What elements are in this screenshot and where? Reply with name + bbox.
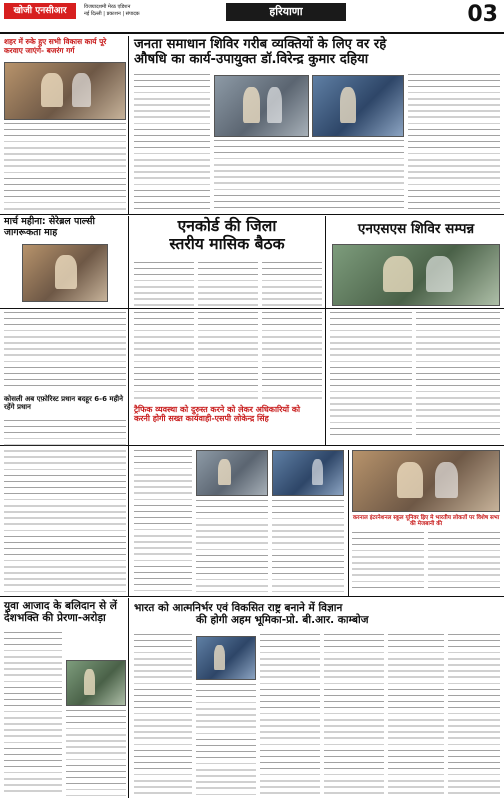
article-photo <box>332 244 500 306</box>
photo-figure <box>397 462 423 498</box>
article-headline: एनकोर्ड की जिला <box>177 217 277 235</box>
article-body <box>260 634 320 796</box>
article-headline: ट्रैफिक व्यवस्था को दुरुस्त करने को लेकर अधिकारियों को <box>134 405 301 414</box>
section-title: हरियाणा <box>226 3 346 21</box>
article-photo <box>4 62 126 120</box>
article-body <box>66 710 126 796</box>
article-headline: स्तरीय मासिक बैठक <box>169 234 285 253</box>
column-rule <box>348 450 349 596</box>
article-photo <box>312 75 404 137</box>
article-photo <box>214 75 309 137</box>
article-bajrang <box>4 38 126 55</box>
article-body <box>4 312 126 390</box>
page-number: 03 <box>467 2 498 27</box>
article-body <box>428 532 500 592</box>
column-rule <box>325 216 326 445</box>
section-rule <box>0 596 504 597</box>
article-body <box>134 312 194 402</box>
article-body <box>134 450 192 592</box>
photo-figure <box>55 255 77 289</box>
article-body <box>134 262 194 306</box>
article-headline: करनी होगी सख्त कार्यवाही-एसपी लोकेन्द्र सिंह <box>134 414 269 424</box>
article-headline: मार्च महीना: सेरेब्रल पाल्सी <box>4 216 95 227</box>
article-karnal <box>352 515 500 528</box>
article-youth <box>4 600 128 624</box>
photo-figure <box>435 462 458 498</box>
article-headline: कोसली अब एफ़ोरिस्ट प्रधान बदहूर 6-6 महीने रहेंगे प्रधान <box>4 395 123 412</box>
photo-figure <box>426 256 453 292</box>
article-body <box>4 420 126 592</box>
column-rule <box>128 598 129 798</box>
article-traffic <box>134 405 324 423</box>
article-kosli <box>4 395 126 411</box>
newspaper-logo: खोजी एनसीआर <box>4 3 76 19</box>
article-photo <box>196 450 268 496</box>
article-body <box>330 312 412 440</box>
masthead-meta-line: नई दिल्ली | प्रकाशन | संपादक <box>84 11 140 17</box>
article-body <box>324 634 384 796</box>
article-body <box>4 123 126 211</box>
article-body <box>448 634 500 796</box>
article-body <box>134 634 192 796</box>
article-body <box>4 632 62 796</box>
article-headline: करनाल इंटरनेशनल स्कूल यूनिवर ह्रिए मे भारतीय लोकतों पर विशेष सभा की मेजबानी की <box>352 515 500 528</box>
article-body <box>196 684 256 796</box>
photo-figure <box>312 459 323 485</box>
article-photo <box>22 244 108 302</box>
article-body <box>416 312 500 440</box>
article-body <box>196 500 268 592</box>
article-body <box>262 312 322 402</box>
article-headline: युवा आजाद के बलिदान से लें <box>4 600 117 612</box>
article-headline: शहर में रुके हुए सभी विकास कार्य पूरे करवाए जाएंगे- बजरंग गर्ग <box>4 37 107 55</box>
article-headline: की होगी अहम भूमिका-प्रो. बी.आर. काम्बोज <box>196 614 369 627</box>
article-ncord <box>134 218 320 254</box>
article-nss <box>330 222 502 238</box>
photo-figure <box>267 87 282 123</box>
photo-figure <box>243 87 260 123</box>
photo-figure <box>218 459 231 485</box>
masthead-meta <box>84 4 224 18</box>
photo-figure <box>340 87 356 123</box>
article-march <box>4 217 126 239</box>
article-body <box>214 140 404 210</box>
article-headline: औषधि का कार्य-उपायुक्त डॉ.विरेन्द्र कुमार दहिया <box>134 52 369 68</box>
article-janta <box>134 37 500 67</box>
photo-figure <box>41 73 63 107</box>
article-body <box>262 262 322 306</box>
article-headline: जनता समाधान शिविर गरीब व्यक्तियों के लिए वर रहे <box>134 37 387 52</box>
article-headline: एनएसएस शिविर सम्पन्न <box>357 221 475 237</box>
article-photo <box>272 450 344 496</box>
column-rule <box>128 216 129 596</box>
photo-figure <box>72 73 91 107</box>
article-headline: भारत को आत्मनिर्भर एवं विकसित राष्ट्र बनाने में विज्ञान <box>134 602 343 614</box>
article-photo <box>196 636 256 680</box>
column-rule <box>128 36 129 214</box>
article-body <box>198 262 258 306</box>
article-body <box>388 634 444 796</box>
article-science <box>134 602 502 626</box>
article-body <box>272 500 344 592</box>
article-headline: देशभक्ति की प्रेरणा-अरोड़ा <box>4 612 106 625</box>
photo-figure <box>383 256 413 292</box>
article-photo <box>352 450 500 512</box>
article-body <box>352 532 424 592</box>
masthead <box>0 0 504 34</box>
photo-figure <box>84 669 94 695</box>
photo-figure <box>214 645 224 670</box>
article-headline: जागरूकता माह <box>4 226 58 238</box>
article-photo <box>66 660 126 706</box>
masthead-meta-line: विजयादशमी मेरठ एडिशन <box>84 4 131 10</box>
article-body <box>198 312 258 402</box>
section-rule <box>0 214 504 215</box>
article-body <box>408 74 500 210</box>
article-body <box>134 74 210 210</box>
section-rule <box>0 308 504 309</box>
